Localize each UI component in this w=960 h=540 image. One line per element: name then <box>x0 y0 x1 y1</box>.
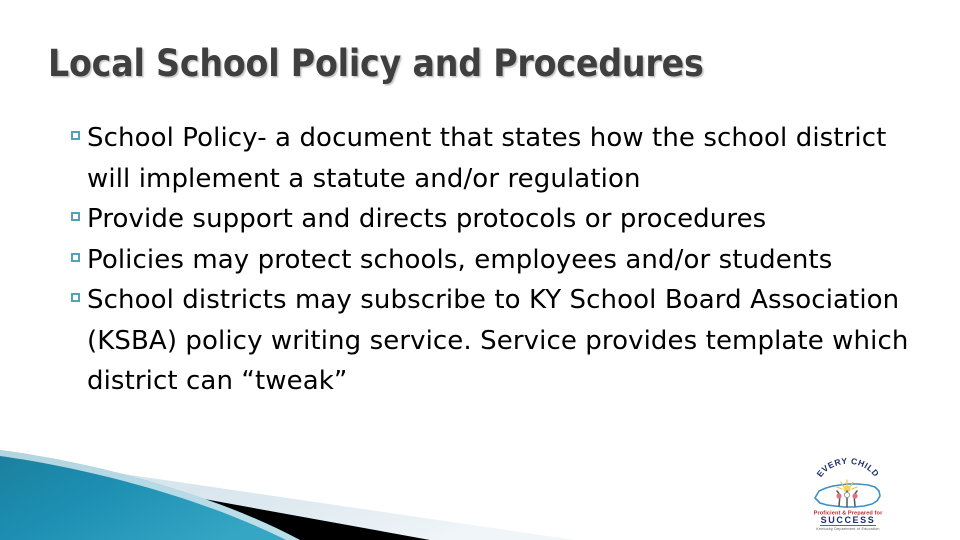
list-item-text: Provide support and directs protocols or procedures <box>87 204 767 234</box>
logo-wordmark: SUCCESS <box>820 515 876 525</box>
logo-arc-text: EVERY CHILD <box>814 455 882 479</box>
hollow-square-bullet-icon <box>71 293 80 302</box>
ribbon-teal-band <box>0 450 300 540</box>
ribbon-black-band <box>0 462 430 540</box>
list-item <box>70 199 915 240</box>
list-item <box>70 118 915 199</box>
logo-tagline: Proficient & Prepared for <box>813 510 883 517</box>
list-item-text: Policies may protect schools, employees and/or students <box>87 244 833 275</box>
hollow-square-bullet-icon <box>71 212 80 221</box>
bullet-list <box>70 118 915 402</box>
list-item <box>70 280 915 402</box>
list-item-text: School districts may subscribe to KY School Board Association (KSBA) policy writing service. Service provides template which district can “tweak” <box>87 285 909 396</box>
logo-subtext: Kentucky Department of Education <box>816 527 880 531</box>
children-figures-icon <box>836 491 857 507</box>
ribbon-teal-highlight <box>0 450 300 540</box>
hollow-square-bullet-icon <box>71 131 80 140</box>
every-child-success-logo <box>806 450 890 532</box>
page-title: Local School Policy and Procedures <box>48 42 704 85</box>
logo-artwork <box>806 450 890 532</box>
hollow-square-bullet-icon <box>71 253 80 262</box>
list-item-text: School Policy- a document that states how the school district will implement a statute and/or regulation <box>87 123 887 194</box>
list-item <box>70 240 915 281</box>
ribbon-pale-band <box>0 456 575 540</box>
